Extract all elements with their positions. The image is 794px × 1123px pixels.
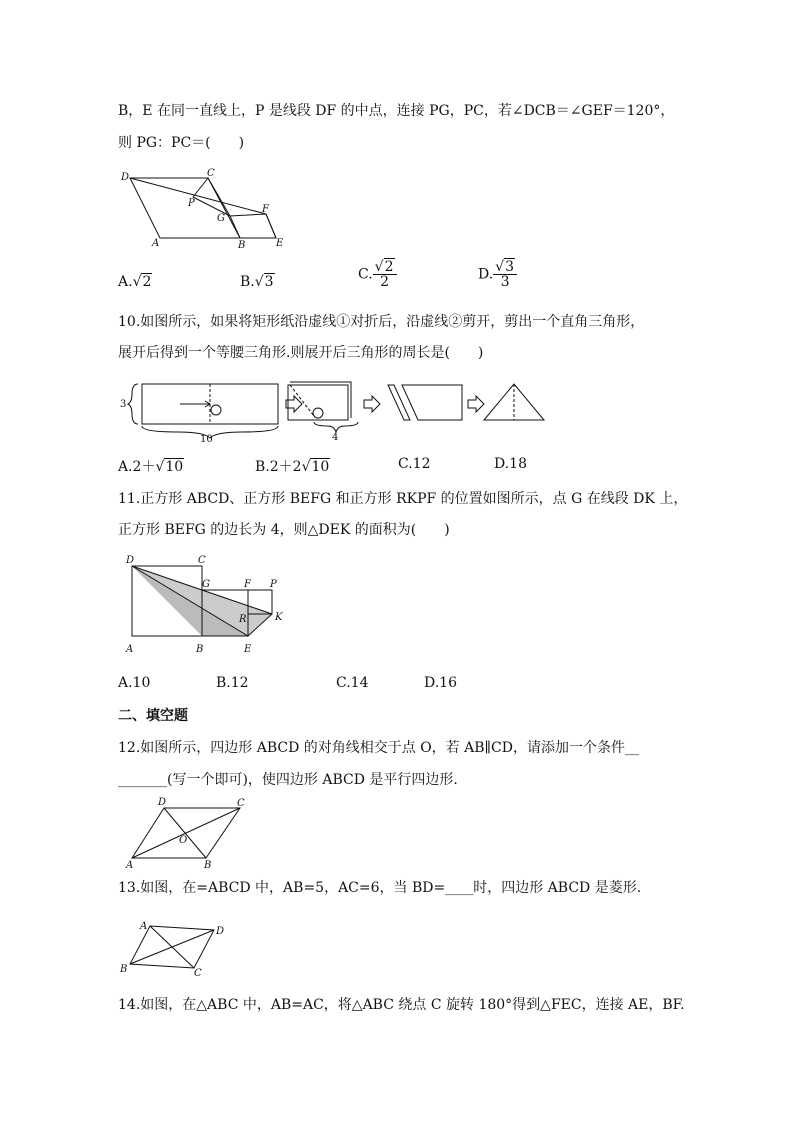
- q12-figure: [118, 796, 258, 870]
- q12-label-b: B: [204, 860, 212, 870]
- q11-label-p: P: [270, 579, 277, 590]
- q9-option-d: D. $\frac{√3}{3}$: [478, 260, 517, 289]
- q9-option-b: B.√3: [240, 274, 274, 290]
- q9-label-a: A: [152, 238, 160, 249]
- q9-label-b: B: [238, 240, 246, 250]
- q9-label-c: C: [207, 168, 215, 179]
- q10-label-height: 3: [120, 399, 127, 410]
- q12-label-a: A: [126, 860, 134, 870]
- q12-line2: _______(写一个即可)，使四边形 ABCD 是平行四边形.: [118, 772, 458, 788]
- q9-option-c: C. $\frac{√2}{2}$: [358, 260, 397, 289]
- q10-label-cut: 4: [332, 432, 339, 442]
- q12-label-o: O: [179, 835, 188, 846]
- q12-label-c: C: [237, 798, 245, 809]
- q9-line2: 则 PG：PC＝( ): [118, 135, 245, 151]
- section-heading: 二、填空题: [118, 708, 188, 724]
- q13-figure: [118, 916, 238, 978]
- q11-figure: [118, 552, 298, 658]
- q10-option-c: C.12: [398, 456, 431, 472]
- q11-option-d: D.16: [424, 675, 457, 691]
- q11-label-k: K: [275, 612, 283, 623]
- q11-option-a: A.10: [118, 675, 151, 691]
- q12-label-d: D: [158, 797, 167, 808]
- q11-line1: 11.正方形 ABCD、正方形 BEFG 和正方形 RKPF 的位置如图所示，点 G 在线段 DK 上，: [118, 491, 688, 507]
- q9-label-d: D: [121, 172, 130, 183]
- q11-line2: 正方形 BEFG 的边长为 4，则△DEK 的面积为( ): [118, 522, 450, 538]
- q9-line1: B，E 在同一直线上，P 是线段 DF 的中点，连接 PG，PC，若∠DCB＝∠GEF＝120°，: [118, 103, 675, 119]
- q10-option-b: B.2＋2√10: [255, 459, 330, 475]
- q10-line2: 展开后得到一个等腰三角形.则展开后三角形的周长是( ): [118, 345, 484, 361]
- q13-label-b: B: [120, 964, 128, 975]
- q11-option-c: C.14: [336, 675, 369, 691]
- q13-label-c: C: [194, 968, 202, 978]
- q11-option-b: B.12: [216, 675, 249, 691]
- q12-line1: 12.如图所示，四边形 ABCD 的对角线相交于点 O，若 AB∥CD，请添加一个条件__: [118, 740, 639, 756]
- q11-label-g: G: [202, 579, 210, 590]
- q9-label-g: G: [217, 213, 225, 224]
- q11-label-b: B: [196, 644, 204, 655]
- q11-label-f: F: [244, 579, 251, 590]
- q9-option-a: A.√2: [118, 274, 152, 290]
- q9-figure: [118, 166, 298, 250]
- q13-label-d: D: [216, 926, 225, 937]
- q9-label-p: P: [188, 198, 195, 209]
- q11-label-d: D: [126, 555, 135, 566]
- q10-option-d: D.18: [494, 456, 527, 472]
- q11-label-r: R: [239, 614, 247, 625]
- q9-label-e: E: [276, 238, 284, 249]
- q11-label-a: A: [126, 644, 134, 655]
- q10-label-width: 10: [200, 434, 213, 442]
- q13-line1: 13.如图，在=ABCD 中，AB=5，AC=6，当 BD=____时，四边形 ABCD 是菱形.: [118, 880, 642, 896]
- q13-label-a: A: [140, 921, 148, 932]
- q11-label-c: C: [198, 555, 206, 566]
- q9-label-f: F: [262, 204, 269, 215]
- q11-label-e: E: [244, 644, 252, 655]
- q14-line1: 14.如图，在△ABC 中，AB=AC，将△ABC 绕点 C 旋转 180°得到△FEC，连接 AE，BF.: [118, 997, 685, 1013]
- q10-line1: 10.如图所示，如果将矩形纸沿虚线①对折后，沿虚线②剪开，剪出一个直角三角形，: [118, 314, 645, 330]
- q10-figure: [118, 376, 548, 442]
- q10-option-a: A.2＋√10: [118, 459, 184, 475]
